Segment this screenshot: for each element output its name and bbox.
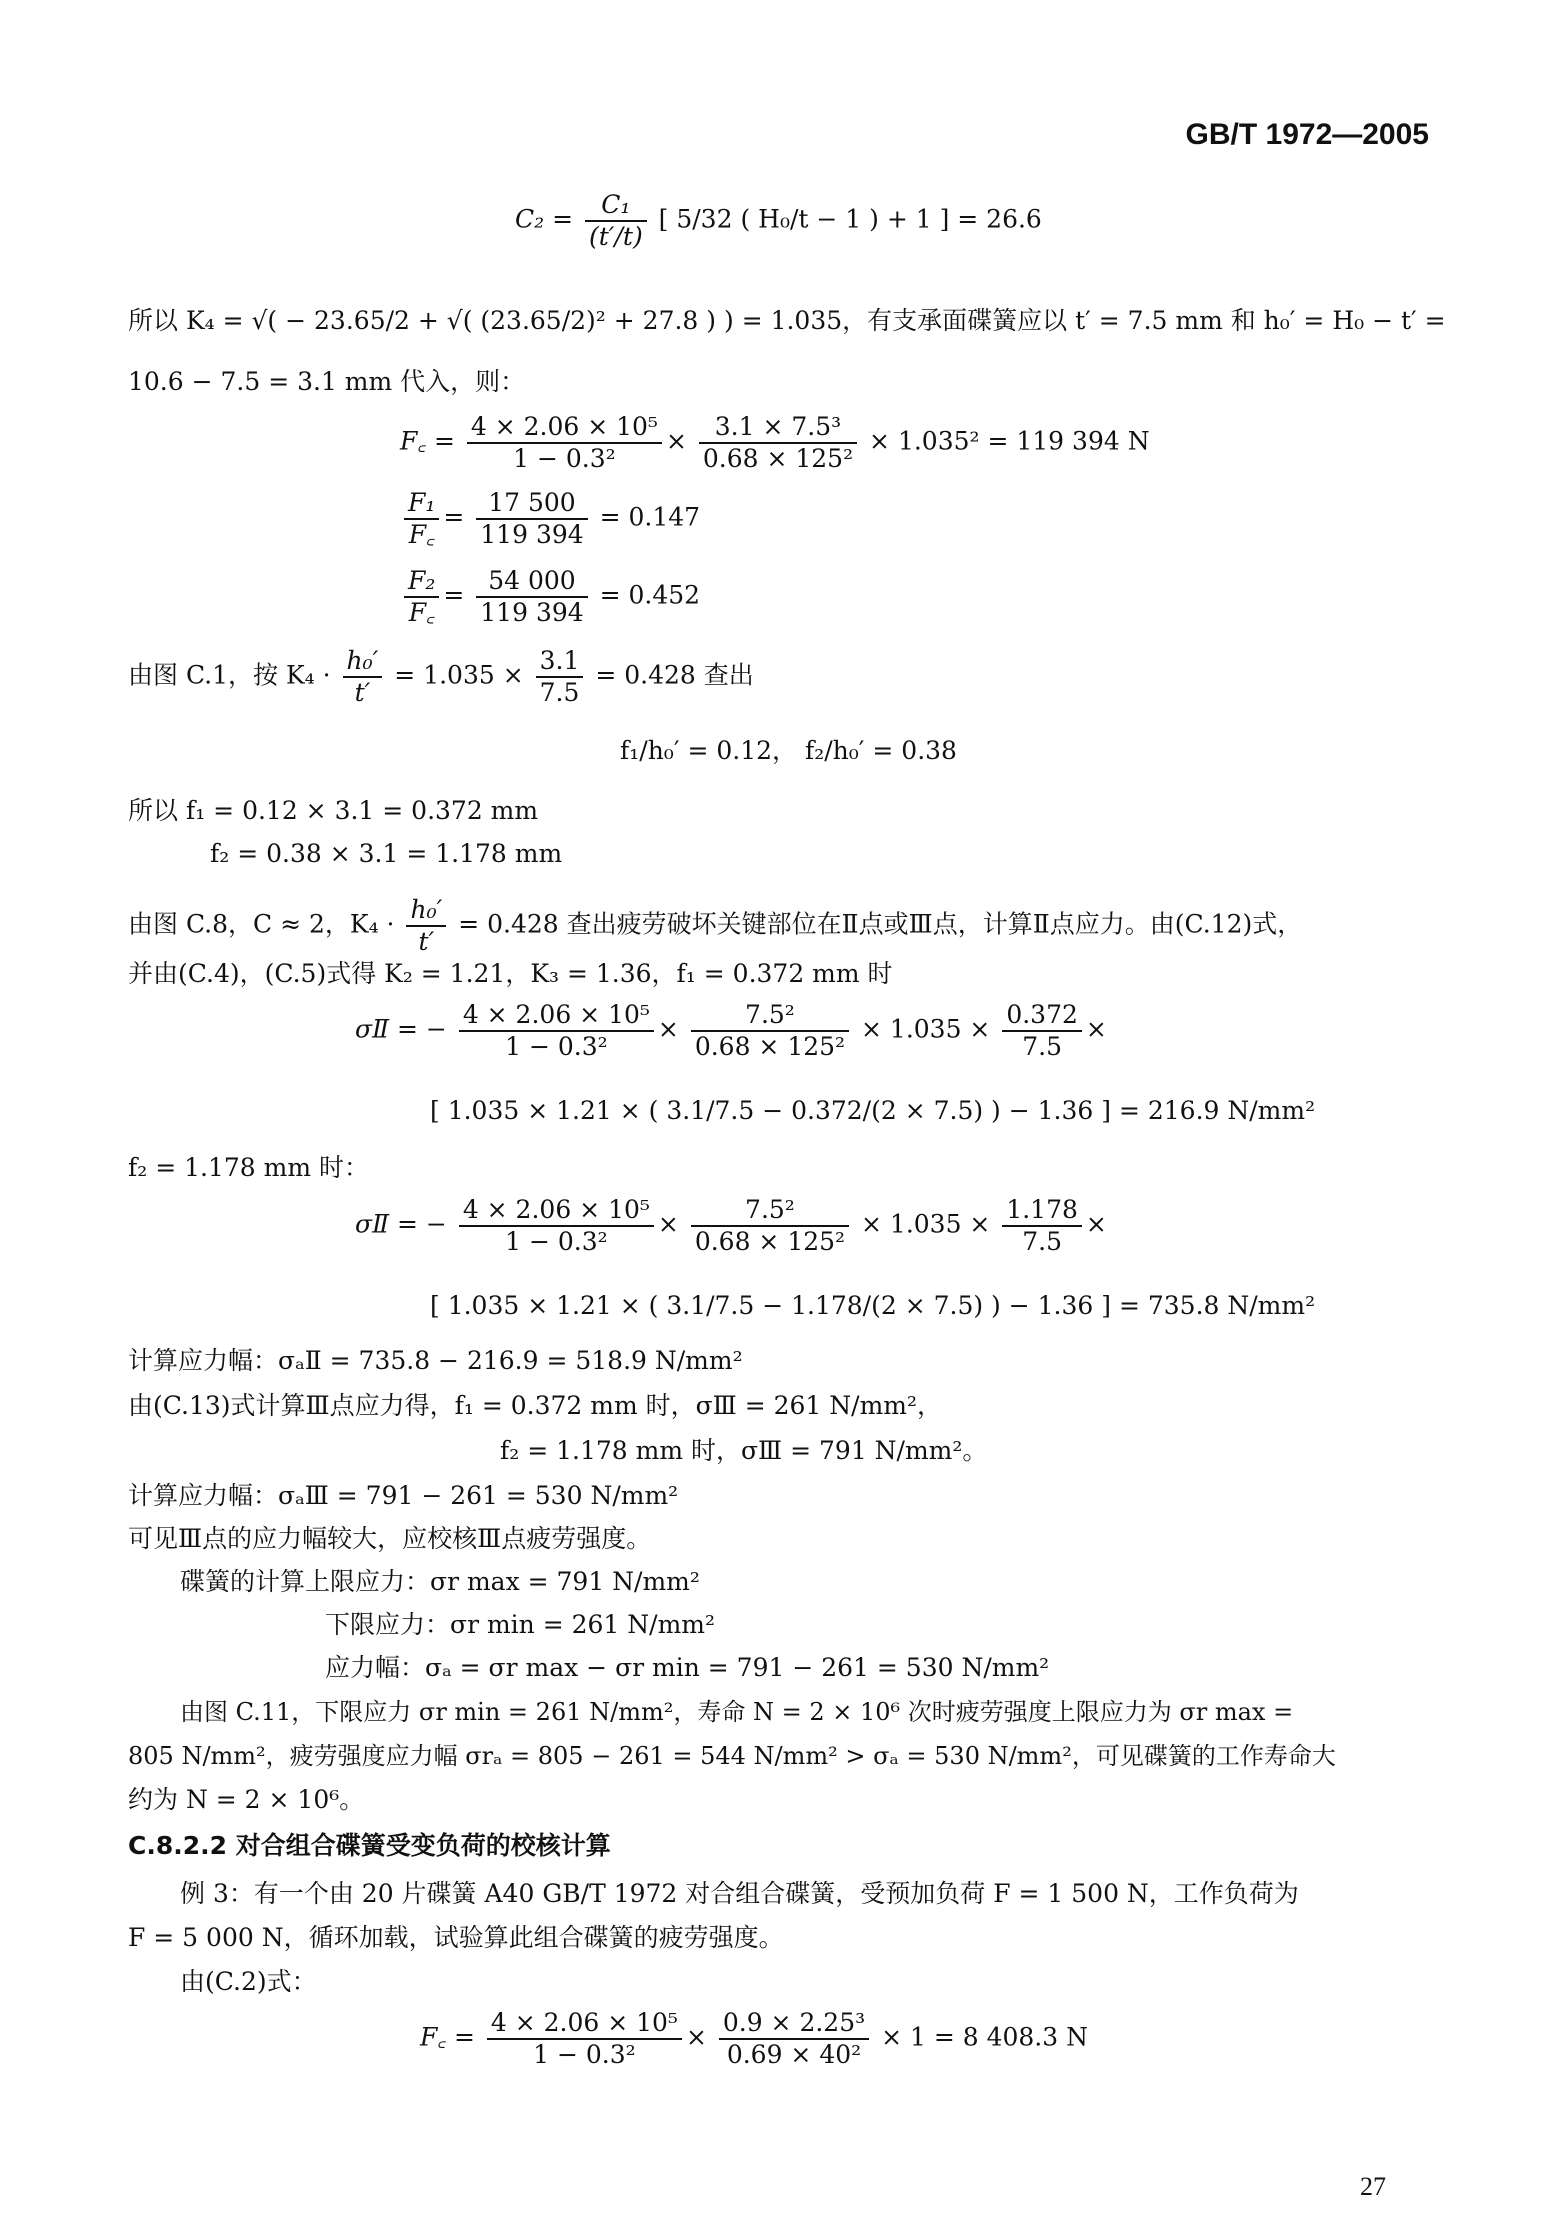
s2-den-1: 1 − 0.3² [505, 1227, 608, 1256]
upper-stress: 碟簧的计算上限应力：σr max = 791 N/mm² [180, 1567, 700, 1596]
s2-num-3: 1.178 [1002, 1195, 1082, 1227]
s2-den-2: 0.68 × 125² [694, 1227, 846, 1256]
example-3-line-1: 例 3：有一个由 20 片碟簧 A40 GB/T 1972 对合组合碟簧，受预加负荷 F = 1 500 N，工作负荷为 [180, 1879, 1299, 1908]
f1-den: F꜀ [408, 520, 435, 549]
c2-lhs: C₂ = [515, 204, 574, 234]
stress-amplitude: 应力幅：σₐ = σr max − σr min = 791 − 261 = 530 N/mm² [325, 1653, 1050, 1682]
s2-num-2: 7.5² [691, 1195, 849, 1227]
figure-c11-line-2: 805 N/mm²，疲劳强度应力幅 σrₐ = 805 − 261 = 544 N/mm² > σₐ = 530 N/mm²，可见碟簧的工作寿命大 [128, 1742, 1336, 1770]
s1-num-2: 7.5² [691, 1000, 849, 1032]
s1-num-3: 0.372 [1002, 1000, 1082, 1032]
lower-stress: 下限应力：σr min = 261 N/mm² [325, 1610, 716, 1639]
formula-sigma-ii-f1: σⅡ = − $\frac{\text{4 × 2.06 × 10⁵}}{\text{1 − 0.3²}}$ × $\frac{\text{7.5²}}{\text{0.68 × 125²}}$ × 1.035 × $\frac{0.372}{7.5}$ × [355, 1000, 1107, 1061]
s1-mid: × 1.035 × [861, 1014, 991, 1044]
coefficients-line: 并由(C.4)，(C.5)式得 K₂ = 1.21，K₃ = 1.36，f₁ = 0.372 mm 时 [128, 959, 893, 988]
fc2-lhs: F꜀ = [420, 2022, 475, 2052]
k4-prefix: 所以 K₄ = [128, 306, 244, 335]
formula-sigma-ii-f2: σⅡ = − $\frac{\text{4 × 2.06 × 10⁵}}{\text{1 − 0.3²}}$ × $\frac{\text{7.5²}}{\text{0.68 × 125²}}$ × 1.035 × $\frac{1.178}{7.5}$ × [355, 1195, 1107, 1256]
fc-tail: × 1.035² = 119 394 N [869, 426, 1150, 456]
f2-num-2: 54 000 [476, 566, 587, 598]
formula-sigma-ii-f2-bracket: [ 1.035 × 1.21 × ( 3.1/7.5 − 1.178/(2 × 7.5) ) − 1.36 ] = 735.8 N/mm² [430, 1291, 1316, 1320]
f2-num: F₂ [404, 566, 439, 598]
s1-lhs: σⅡ = − [355, 1014, 447, 1044]
s2-num-1: 4 × 2.06 × 10⁵ [459, 1195, 654, 1227]
c8-tail: = 0.428 查出疲劳破坏关键部位在Ⅱ点或Ⅲ点，计算Ⅱ点应力。由(C.12)式， [458, 909, 1303, 939]
c8-prefix: 由图 C.8，C ≈ 2，K₄ · [128, 909, 395, 939]
sigma-iii-f1: 由(C.13)式计算Ⅲ点应力得，f₁ = 0.372 mm 时，σⅢ = 261 N/mm²， [128, 1391, 943, 1420]
example-3-line-2: F = 5 000 N，循环加载，试验算此组合碟簧的疲劳强度。 [128, 1923, 784, 1952]
c1-num: h₀′ [343, 646, 383, 678]
f1-num: F₁ [404, 488, 439, 520]
s1-num-1: 4 × 2.06 × 10⁵ [459, 1000, 654, 1032]
c1-mid: = 1.035 × [394, 660, 524, 690]
c2-den: (t′/t) [589, 222, 643, 251]
f2-den-2: 119 394 [480, 598, 584, 627]
fc2-tail: × 1 = 8 408.3 N [881, 2022, 1088, 2052]
formula-f1-ratio: $\frac{\text{F₁}}{F꜀}$ = $\frac{17 500}{119 394}$ = 0.147 [400, 488, 700, 550]
stress-amplitude-ii: 计算应力幅：σₐⅡ = 735.8 − 216.9 = 518.9 N/mm² [128, 1346, 743, 1375]
c8-den: t′ [418, 927, 435, 956]
s1-den-2: 0.68 × 125² [694, 1032, 846, 1061]
c2-num: C₁ [585, 190, 647, 222]
fc2-den-1: 1 − 0.3² [533, 2040, 636, 2069]
formula-c2 [515, 190, 1042, 252]
fc-num-1: 4 × 2.06 × 10⁵ [467, 412, 662, 444]
formula-fc: F꜀ = $\frac{\text{4 × 2.06 × 10⁵}}{\text{1 − 0.3²}}$ × $\frac{\text{3.1 × 7.5³}}{\text{0.68 × 125²}}$ × 1.035² = 119 394 N [400, 412, 1150, 473]
deflection-ratios: f₁/h₀′ = 0.12， f₂/h₀′ = 0.38 [620, 736, 957, 765]
figure-c1-lookup [128, 646, 754, 708]
fc-num-2: 3.1 × 7.5³ [699, 412, 857, 444]
k4-suffix: = 1.035，有支承面碟簧应以 t′ = 7.5 mm 和 h₀′ = H₀ − t′ = [741, 306, 1446, 335]
check-statement: 可见Ⅲ点的应力幅较大，应校核Ⅲ点疲劳强度。 [128, 1524, 652, 1553]
formula-c2-reference: 由(C.2)式： [180, 1967, 317, 1996]
s1-den-1: 1 − 0.3² [505, 1032, 608, 1061]
c1-prefix: 由图 C.1，按 K₄ · [128, 660, 331, 690]
f1-num-2: 17 500 [476, 488, 587, 520]
s1-den-3: 7.5 [1022, 1032, 1062, 1061]
fc-den-1: 1 − 0.3² [513, 444, 616, 473]
c1-den-2: 7.5 [539, 678, 580, 707]
f1-tail: = 0.147 [599, 502, 701, 532]
k4-continuation: 10.6 − 7.5 = 3.1 mm 代入，则： [128, 367, 526, 396]
k4-expression: √( − 23.65/2 + √( (23.65/2)² + 27.8 ) ) [251, 306, 734, 335]
f2-value-line: f₂ = 0.38 × 3.1 = 1.178 mm [210, 839, 563, 868]
figure-c11-line-1: 由图 C.11，下限应力 σr min = 261 N/mm²，寿命 N = 2 × 10⁶ 次时疲劳强度上限应力为 σr max = [180, 1698, 1294, 1726]
c1-den: t′ [354, 678, 371, 707]
f1-den-2: 119 394 [480, 520, 584, 549]
f2-den: F꜀ [408, 598, 435, 627]
section-heading: C.8.2.2 对合组合碟簧受变负荷的校核计算 [128, 1831, 611, 1860]
formula-f2-ratio: $\frac{\text{F₂}}{F꜀}$ = $\frac{54 000}{119 394}$ = 0.452 [400, 566, 700, 628]
sigma-iii-f2: f₂ = 1.178 mm 时，σⅢ = 791 N/mm²。 [500, 1436, 988, 1465]
f2-tail: = 0.452 [599, 580, 701, 610]
c1-tail: = 0.428 查出 [595, 660, 754, 690]
f1-value-line: 所以 f₁ = 0.12 × 3.1 = 0.372 mm [128, 796, 539, 825]
fc-lhs: F꜀ = [400, 426, 455, 456]
fc2-num-1: 4 × 2.06 × 10⁵ [487, 2008, 682, 2040]
formula-fc-example-3: F꜀ = $\frac{\text{4 × 2.06 × 10⁵}}{\text{1 − 0.3²}}$ × $\frac{\text{0.9 × 2.25³}}{\text{0.69 × 40²}}$ × 1 = 8 408.3 N [420, 2008, 1088, 2069]
formula-sigma-ii-f1-bracket: [ 1.035 × 1.21 × ( 3.1/7.5 − 0.372/(2 × 7.5) ) − 1.36 ] = 216.9 N/mm² [430, 1096, 1316, 1125]
stress-amplitude-iii: 计算应力幅：σₐⅢ = 791 − 261 = 530 N/mm² [128, 1481, 679, 1510]
page-number: 27 [1360, 2172, 1386, 2201]
s2-lhs: σⅡ = − [355, 1209, 447, 1239]
standard-number: GB/T 1972—2005 [1185, 118, 1429, 151]
figure-c11-line-3: 约为 N = 2 × 10⁶。 [128, 1785, 365, 1814]
f2-when-line: f₂ = 1.178 mm 时： [128, 1153, 369, 1182]
fc2-den-2: 0.69 × 40² [726, 2040, 862, 2069]
c8-num: h₀′ [406, 895, 446, 927]
figure-c8-lookup [128, 895, 1302, 957]
s2-mid: × 1.035 × [861, 1209, 991, 1239]
fc2-num-2: 0.9 × 2.25³ [719, 2008, 869, 2040]
formula-k4 [128, 305, 1446, 337]
s2-den-3: 7.5 [1022, 1227, 1062, 1256]
fc-den-2: 0.68 × 125² [702, 444, 854, 473]
c2-rest: [ 5/32 ( H₀/t − 1 ) + 1 ] = 26.6 [658, 204, 1042, 234]
c1-num-2: 3.1 [536, 646, 584, 678]
